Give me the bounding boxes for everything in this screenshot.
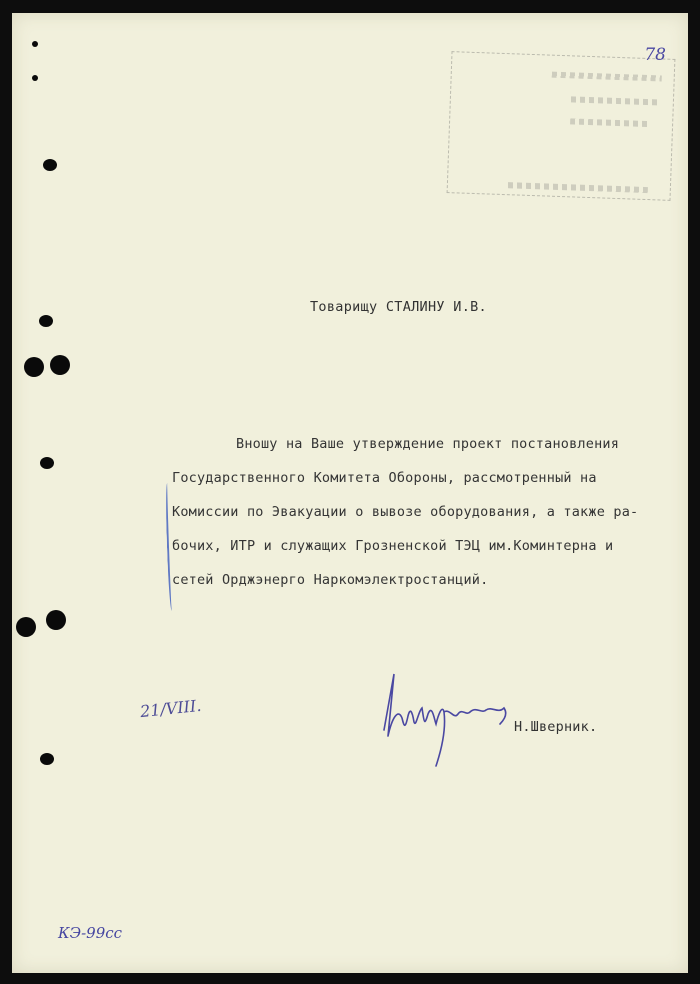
punch-hole: [24, 357, 44, 377]
punch-hole: [32, 75, 38, 81]
punch-hole: [43, 159, 57, 171]
signer-name: Н.Шверник.: [514, 719, 598, 735]
punch-hole: [16, 617, 36, 637]
addressee-line: Товарищу СТАЛИНУ И.В.: [310, 299, 487, 315]
punch-hole: [50, 355, 70, 375]
punch-hole: [40, 753, 54, 765]
body-line: Государственного Комитета Обороны, рассмотренный на: [172, 470, 597, 486]
handwritten-date: 21/VIII.: [139, 695, 203, 722]
document-page: [12, 13, 688, 973]
letter-body: [172, 427, 672, 597]
punch-hole: [39, 315, 53, 327]
punch-hole: [32, 41, 38, 47]
faded-stamp: [447, 51, 676, 201]
folio-number: 78: [644, 45, 666, 65]
body-line: бочих, ИТР и служащих Грозненской ТЭЦ им.Коминтерна и: [172, 538, 614, 554]
punch-hole: [40, 457, 54, 469]
body-line: Комиссии по Эвакуации о вывозе оборудования, а также ра-: [172, 504, 639, 520]
punch-hole: [46, 610, 66, 630]
handwritten-signature: [372, 668, 522, 768]
body-line: сетей Орджэнерго Наркомэлектростанций.: [172, 572, 489, 588]
body-line: Вношу на Ваше утверждение проект постановления: [236, 436, 620, 452]
archive-mark: КЭ-99сс: [58, 924, 123, 942]
